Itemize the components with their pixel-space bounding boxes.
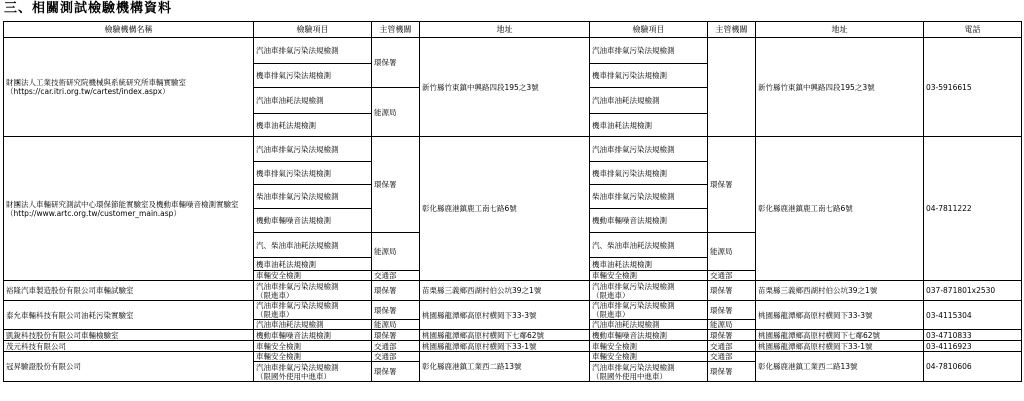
table-row bbox=[4, 281, 1022, 301]
authority: 交通部 bbox=[372, 341, 420, 352]
test-item: 車輛安全檢測 bbox=[254, 271, 372, 281]
authority-2: 環保署 bbox=[708, 330, 756, 341]
authority-2: 交通部 bbox=[708, 341, 756, 352]
address: 桃園縣龍潭鄉高原村横岡下33-3號 bbox=[420, 301, 590, 330]
table-row bbox=[4, 301, 1022, 320]
test-item: 車輛安全檢測 bbox=[254, 341, 372, 352]
test-item: 汽油車油耗法規檢測 bbox=[254, 320, 372, 330]
address-2: 新竹縣竹東鎮中興路四段195之3號 bbox=[756, 38, 924, 137]
test-item: 汽油車排氣污染法規檢測 bbox=[254, 137, 372, 162]
header-address: 地址 bbox=[420, 22, 590, 38]
authority: 能源局 bbox=[372, 320, 420, 330]
header-phone: 電話 bbox=[924, 22, 1022, 38]
phone: 04-7810606 bbox=[924, 352, 1022, 382]
header-test-item: 檢驗項目 bbox=[254, 22, 372, 38]
phone: 03-4116923 bbox=[924, 341, 1022, 352]
authority-2: 環保署 bbox=[708, 281, 756, 301]
address-2: 桃園縣龍潭鄉高原村横岡下七鄰62號 bbox=[756, 330, 924, 341]
test-item: 汽油車排氣污染法規檢測 （限國外使用中進車） bbox=[254, 362, 372, 382]
test-item-2: 汽油車油耗法規檢測 bbox=[590, 88, 708, 114]
test-item: 機動車輛噪音法規檢測 bbox=[254, 330, 372, 341]
test-item-2: 汽油車排氣污染法規檢測 （限進車） bbox=[590, 301, 708, 320]
phone: 04-7811222 bbox=[924, 137, 1022, 281]
table-body bbox=[4, 38, 1022, 382]
address-2: 桃園縣龍潭鄉高原村横岡下33-1號 bbox=[756, 341, 924, 352]
institution-name: 財團法人車輛研究測試中心環保節能實驗室及機動車輛噪音檢測實驗室（http://www.artc.org.tw/customer_main.asp） bbox=[4, 137, 254, 281]
institution-name: 冠昇驗證股份有限公司 bbox=[4, 352, 254, 382]
test-item: 機車排氣污染法規檢測 bbox=[254, 64, 372, 88]
test-item-2: 車輛安全檢測 bbox=[590, 271, 708, 281]
institution-name: 茂元科技有限公司 bbox=[4, 341, 254, 352]
address-2: 彰化縣鹿港鎮工業西二路13號 bbox=[756, 352, 924, 382]
header-address-2: 地址 bbox=[756, 22, 924, 38]
institution-name: 泰允車輛科技有限公司油耗污染實驗室 bbox=[4, 301, 254, 330]
test-item: 機車油耗法規檢測 bbox=[254, 258, 372, 271]
address-2: 苗栗縣三義鄉西湖村伯公坑39之1號 bbox=[756, 281, 924, 301]
header-authority: 主管機關 bbox=[372, 22, 420, 38]
authority: 環保署 bbox=[372, 362, 420, 382]
test-item-2: 車輛安全檢測 bbox=[590, 341, 708, 352]
test-item: 汽、柴油車油耗法規檢測 bbox=[254, 233, 372, 258]
table-row bbox=[4, 341, 1022, 352]
test-item: 機動車輛噪音法規檢測 bbox=[254, 209, 372, 233]
table-row bbox=[4, 137, 1022, 162]
table-row bbox=[4, 330, 1022, 341]
test-item-2: 機車油耗法規檢測 bbox=[590, 114, 708, 137]
test-item-2: 汽、柴油車油耗法規檢測 bbox=[590, 233, 708, 258]
authority: 交通部 bbox=[372, 352, 420, 362]
institution-name: 凱銳科技股份有限公司車輛檢驗室 bbox=[4, 330, 254, 341]
authority: 交通部 bbox=[372, 271, 420, 281]
address-2: 彰化縣鹿港鎮鹿工南七路6號 bbox=[756, 137, 924, 281]
phone: 037-871801x2530 bbox=[924, 281, 1022, 301]
authority: 能源局 bbox=[372, 233, 420, 271]
authority: 環保署 bbox=[372, 301, 420, 320]
table-row bbox=[4, 352, 1022, 362]
test-item-2: 機動車輛噪音法規檢測 bbox=[590, 330, 708, 341]
test-item-2: 汽油車排氣污染法規檢測 （限進車） bbox=[590, 281, 708, 301]
table-row bbox=[4, 38, 1022, 64]
authority: 能源局 bbox=[372, 88, 420, 137]
test-item-2: 機動車輛噪音法規檢測 bbox=[590, 209, 708, 233]
header-test-item-2: 檢驗項目 bbox=[590, 22, 708, 38]
test-item-2: 汽油車排氣污染法規檢測 bbox=[590, 137, 708, 162]
test-item-2: 機車油耗法規檢測 bbox=[590, 258, 708, 271]
authority-2: 環保署 bbox=[708, 362, 756, 382]
header-institution: 檢驗機構名稱 bbox=[4, 22, 254, 38]
address: 彰化縣鹿港鎮工業西二路13號 bbox=[420, 352, 590, 382]
authority: 環保署 bbox=[372, 137, 420, 233]
address: 彰化縣鹿港鎮鹿工南七路6號 bbox=[420, 137, 590, 281]
test-item: 汽油車排氣污染法規檢測 bbox=[254, 38, 372, 64]
authority: 環保署 bbox=[372, 281, 420, 301]
authority-2: 交通部 bbox=[708, 271, 756, 281]
test-item-2: 柴油車排氣污染法規檢測 bbox=[590, 185, 708, 209]
test-item: 汽油車排氣污染法規檢測 （限進車） bbox=[254, 301, 372, 320]
address: 桃園縣龍潭鄉高原村横岡下七鄰62號 bbox=[420, 330, 590, 341]
test-item-2: 汽油車排氣污染法規檢測 （限國外使用中進車） bbox=[590, 362, 708, 382]
address-2: 桃園縣龍潭鄉高原村横岡下33-3號 bbox=[756, 301, 924, 330]
authority-2 bbox=[708, 38, 756, 137]
address: 桃園縣龍潭鄉高原村横岡下33-1號 bbox=[420, 341, 590, 352]
section-heading: 三、相關測試檢驗機構資料 bbox=[4, 1, 173, 16]
test-item-2: 車輛安全檢測 bbox=[590, 352, 708, 362]
test-item: 機車油耗法規檢測 bbox=[254, 114, 372, 137]
authority-2: 環保署 bbox=[708, 301, 756, 320]
institution-table bbox=[3, 21, 1022, 382]
test-item-2: 機車排氣污染法規檢測 bbox=[590, 64, 708, 88]
address: 新竹縣竹東鎮中興路四段195之3號 bbox=[420, 38, 590, 137]
authority: 環保署 bbox=[372, 38, 420, 88]
test-item: 車輛安全檢測 bbox=[254, 352, 372, 362]
test-item-2: 汽油車油耗法規檢測 bbox=[590, 320, 708, 330]
test-item: 汽油車油耗法規檢測 bbox=[254, 88, 372, 114]
institution-name: 裕隆汽車製造股份有限公司車輛試驗室 bbox=[4, 281, 254, 301]
authority-2: 交通部 bbox=[708, 352, 756, 362]
phone: 03-4115304 bbox=[924, 301, 1022, 330]
authority-2: 能源局 bbox=[708, 320, 756, 330]
header-row bbox=[4, 22, 1022, 38]
test-item: 柴油車排氣污染法規檢測 bbox=[254, 185, 372, 209]
authority-2: 環保署 bbox=[708, 137, 756, 233]
test-item: 機車排氣污染法規檢測 bbox=[254, 162, 372, 185]
test-item: 汽油車排氣污染法規檢測 （限進車） bbox=[254, 281, 372, 301]
authority-2: 能源局 bbox=[708, 233, 756, 271]
phone: 03-5916615 bbox=[924, 38, 1022, 137]
phone: 03-4710833 bbox=[924, 330, 1022, 341]
test-item-2: 汽油車排氣污染法規檢測 bbox=[590, 38, 708, 64]
institution-name: 財團法人工業技術研究院機械與系統研究所車輛實驗室 （https://car.itri.org.tw/cartest/index.aspx） bbox=[4, 38, 254, 137]
authority: 環保署 bbox=[372, 330, 420, 341]
test-item-2: 機車排氣污染法規檢測 bbox=[590, 162, 708, 185]
address: 苗栗縣三義鄉西湖村伯公坑39之1號 bbox=[420, 281, 590, 301]
header-authority-2: 主管機關 bbox=[708, 22, 756, 38]
